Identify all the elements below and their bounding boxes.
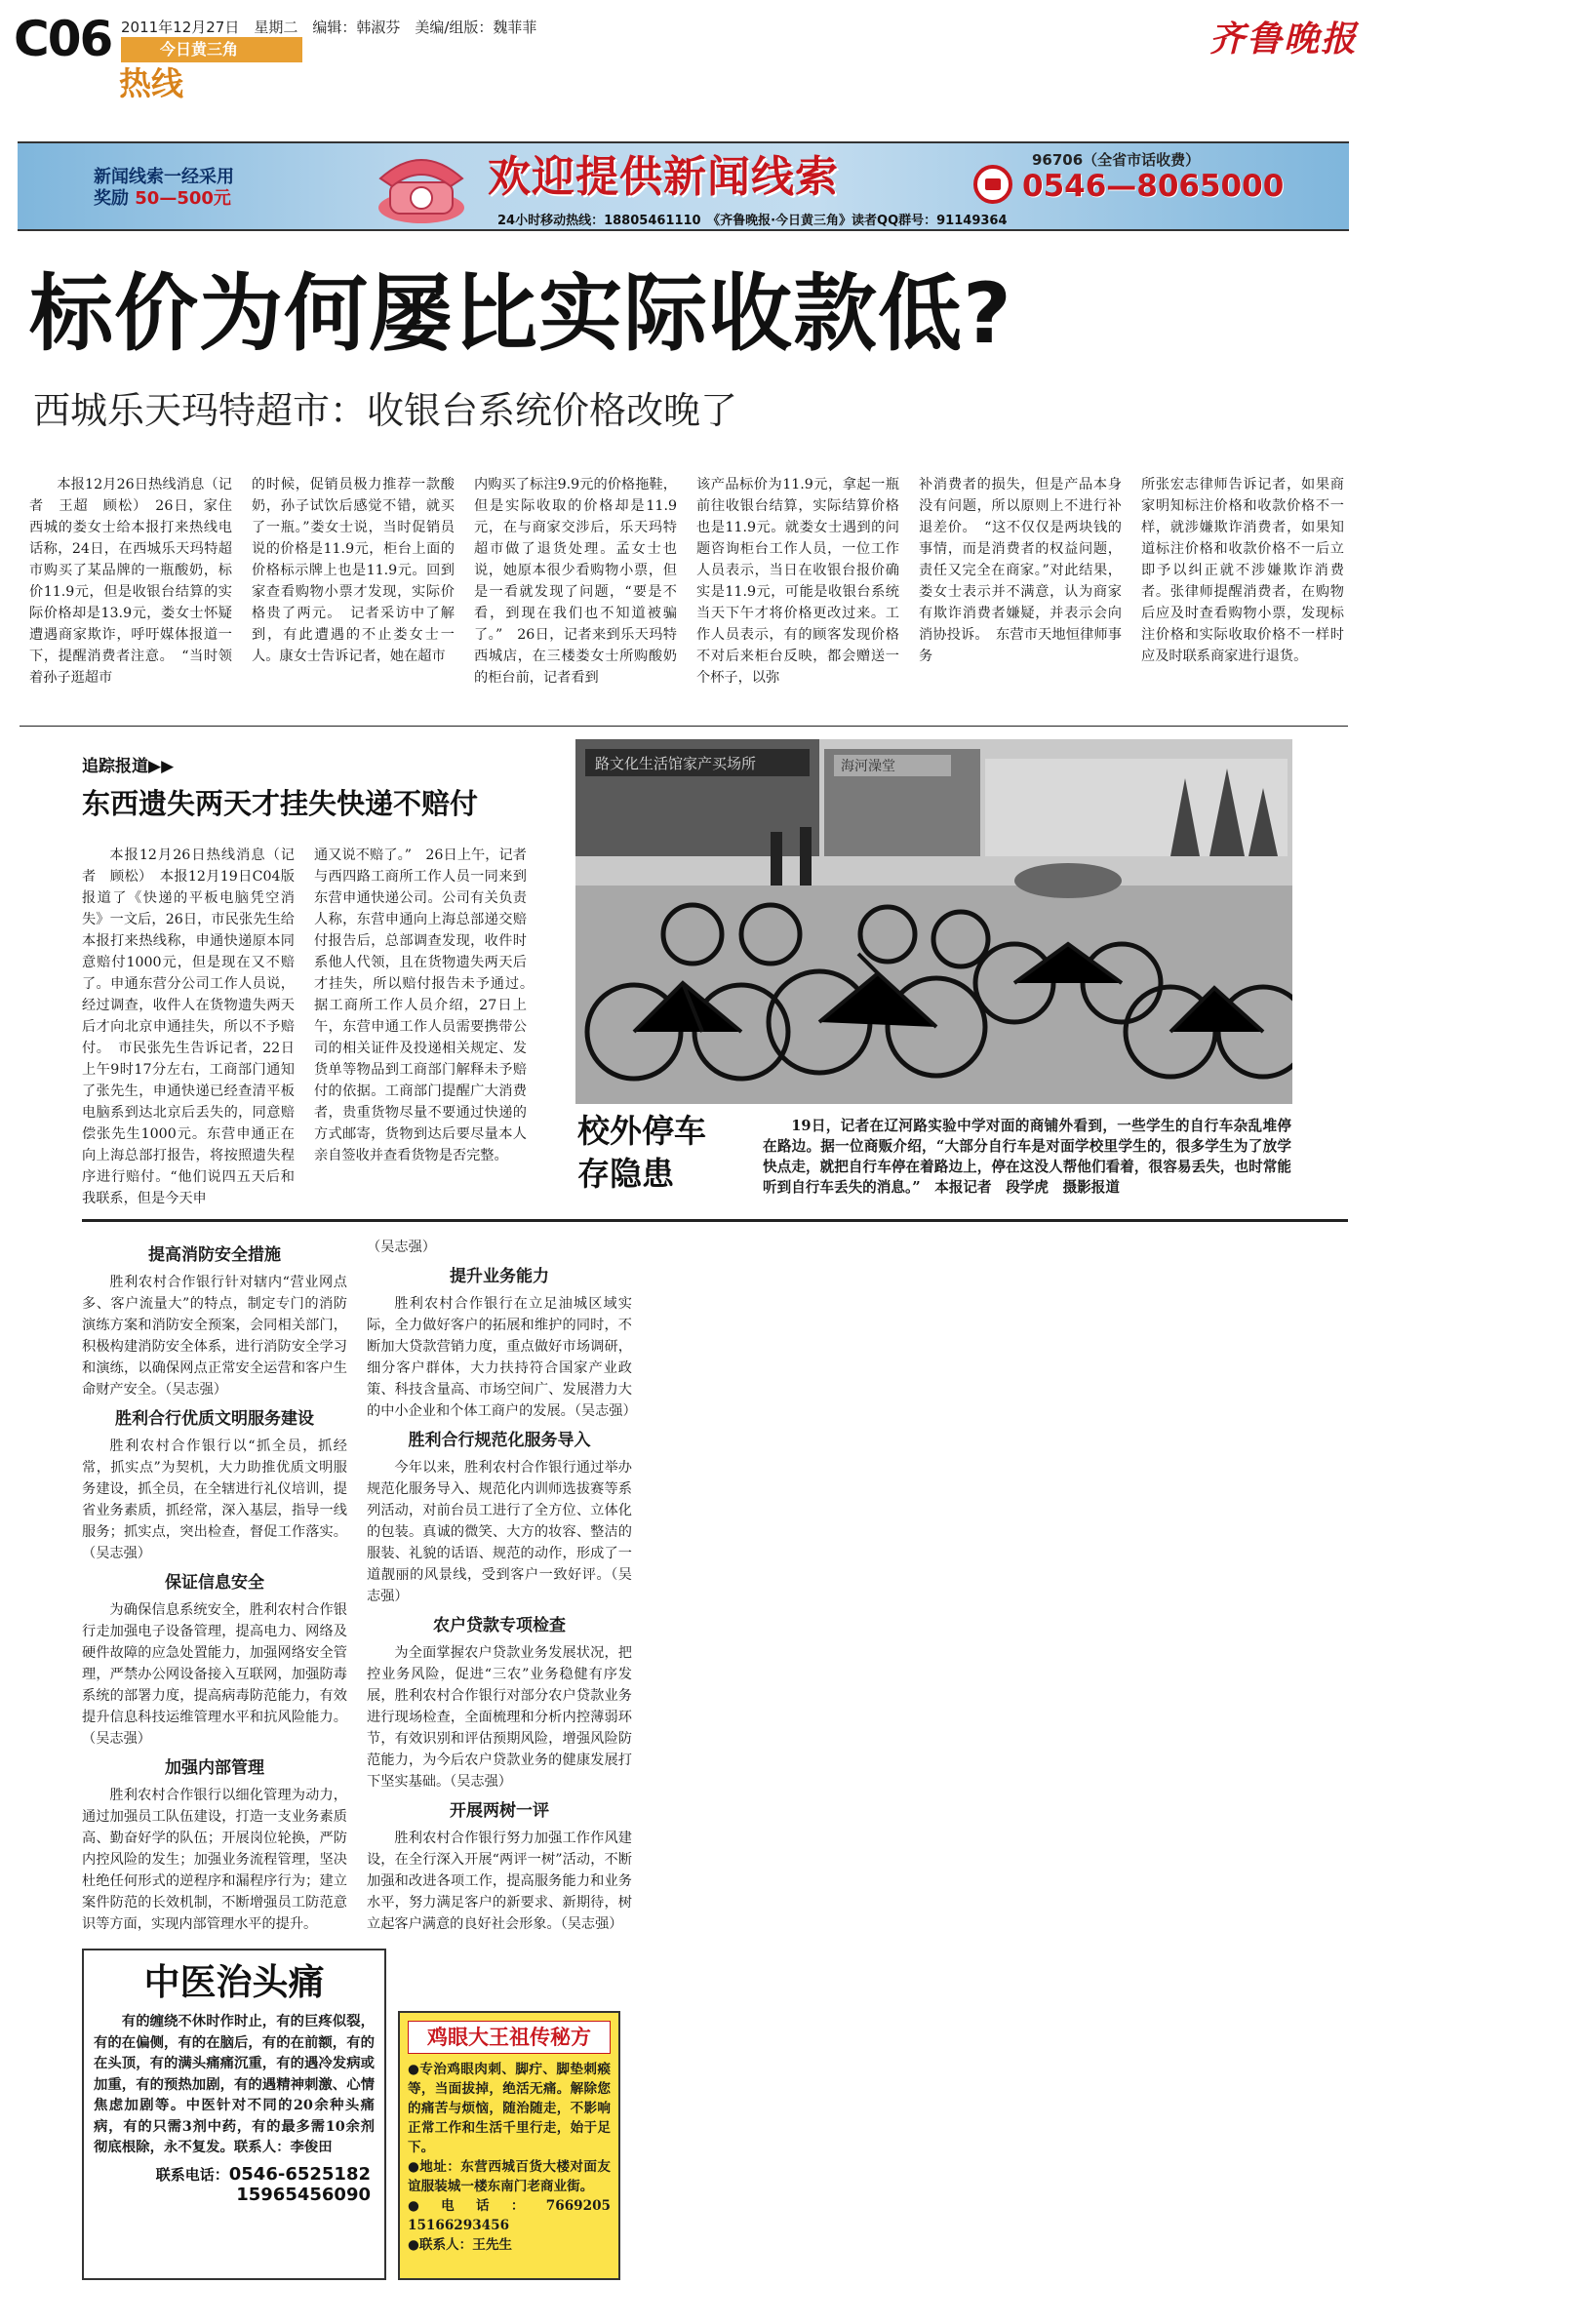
- main-col-1-text: 本报12月26日热线消息（记者 王超 顾松） 26日，家住西城的娄女士给本报打来热线电话称，24日，在西城乐天玛特超市购买了某品牌的一瓶酸奶，标价11.9元，但是收银台结算的实际价格却是13.9元，娄女士怀疑遭遇商家欺诈，呼吁媒体报道一下，提醒消费者注意。 “当时领着孙子逛超市: [29, 477, 232, 686]
- main-article-col-5: [919, 474, 1122, 667]
- tcm-headache-ad: [82, 1949, 386, 2280]
- ad2-line4: ●联系人：王先生: [408, 2237, 513, 2253]
- brief-text: 胜利农村合作银行以“抓全员，抓经常，抓实点”为契机，大力助推优质文明服务建设，抓全员，在全辖进行礼仪培训，提省业务素质，抓经常，深入基层，指导一线服务；抓实点，突出检查，督促工作落实。（吴志强）: [82, 1438, 347, 1561]
- brief-heading: 加强内部管理: [165, 1758, 264, 1778]
- banner-reward-line2: [94, 188, 234, 210]
- brief-text: 胜利农村合作银行针对辖内“营业网点多、客户流量大”的特点，制定专门的消防演练方案和消防安全预案，会同相关部门，积极构建消防安全体系，进行消防安全学习和演练，以确保网点正常安全运营和客户生命财产安全。（吴志强）: [82, 1275, 347, 1398]
- brief-text: 今年以来，胜利农村合作银行通过举办规范化服务导入、规范化内训师选拔赛等系列活动，对前台员工进行了全方位、立体化的包装。真诚的微笑、大方的妆容、整洁的服装、礼貌的话语、规范的动作，形成了一道靓丽的风景线，受到客户一致好评。（吴志强）: [367, 1460, 632, 1604]
- banner-hotline-note: 96706（全省市话收费）: [1032, 151, 1201, 169]
- header-meta: 2011年12月27日 星期二 编辑：韩淑芬 美编/组版：魏菲菲: [121, 19, 537, 36]
- main-article-col-3: [474, 474, 677, 689]
- brief-heading: 提高消防安全措施: [148, 1245, 281, 1265]
- section-title: 热线: [119, 64, 183, 102]
- banner-reward: [94, 167, 234, 210]
- ad2-line1: ●专治鸡眼肉刺、脚疔、脚垫刺瘊等，当面拔掉，绝活无痛。解除您的痛苦与烦恼，随治随走，不影响正常工作和生活千里行走，始于足下。: [408, 2062, 611, 2155]
- photo-story-title: [577, 1110, 706, 1196]
- main-col-3-text: 内购买了标注9.9元的价格拖鞋，但是实际收取的价格却是11.9元，在与商家交涉后，乐天玛特超市做了退货处理。孟女士也说，她原本很少看购物小票，但是一看就发现了问题，“要是不看，到现在我们也不知道被骗了。” 26日，记者来到乐天玛特西城店，在三楼娄女士所购酸奶的柜台前，记者看到: [474, 477, 677, 686]
- photo-caption-text: 19日，记者在辽河路实验中学对面的商铺外看到，一些学生的自行车杂乱堆停在路边。据一位商贩介绍，“大部分自行车是对面学校里学生的，很多学生为了放学快点走，就把自行车停在着路边上，停在这没人帮他们看着，很容易丢失，也时常能听到自行车丢失的消息。” 本报记者 段学虎 摄影报道: [763, 1118, 1291, 1196]
- brief-heading: 农户贷款专项检查: [433, 1616, 566, 1635]
- main-col-2-text: 的时候，促销员极力推荐一款酸奶，孙子试饮后感觉不错，就买了一瓶。”娄女士说，当时促销员说的价格是11.9元，柜台上面的价格标示牌上也是11.9元。回到家查看购物小票才发现，实际价格贵了两元。 记者采访中了解到，有此遭遇的不止娄女士一人。康女士告诉记者，她在超市: [252, 477, 455, 664]
- main-col-4-text: 该产品标价为11.9元，拿起一瓶前往收银台结算，实际结算价格也是11.9元。就娄女士遇到的问题咨询柜台工作人员，一位工作人员表示，当日在收银台报价确实是11.9元，可能是收银台系统当天下午才将价格更改过来。工作人员表示，有的顾客发现价格不对后来柜台反映，都会赠送一个杯子，以弥: [696, 477, 899, 686]
- ad2-title: 鸡眼大王祖传秘方: [408, 2021, 611, 2054]
- divider: [20, 726, 1348, 727]
- brief-text: 为全面掌握农户贷款业务发展状况，把控业务风险，促进“三农”业务稳健有序发展，胜利农村合作银行对部分农户贷款业务进行现场检查，全面梳理和分析内控薄弱环节，有效识别和评估预期风险，增强风险防范能力，为今后农户贷款业务的健康发展打下坚实基础。（吴志强）: [367, 1645, 632, 1790]
- main-article-col-4: [696, 474, 899, 689]
- brief-text: 胜利农村合作银行努力加强工作作风建设，在全行深入开展“两评一树”活动，不断加强和改进各项工作，提高服务能力和业务水平，努力满足客户的新要求、新期待，树立起客户满意的良好社会形象。（吴志强）: [367, 1831, 632, 1932]
- banner-reward-prefix: 奖励: [94, 188, 129, 209]
- photo-title-line2: 存隐患: [577, 1155, 674, 1193]
- ad-contact: [94, 2164, 375, 2205]
- bank-briefs-right: [367, 1237, 637, 1935]
- corn-remedy-ad: [398, 2011, 624, 2280]
- banner-title: 欢迎提供新闻线索: [488, 152, 839, 202]
- followup-col-1: [82, 845, 295, 1209]
- main-headline: 标价为何屡比实际收款低?: [29, 265, 1012, 363]
- page-number: C06: [14, 11, 112, 67]
- bicycles-photo: [575, 739, 1292, 1104]
- banner-bottom-line: 24小时移动热线：18805461110 《齐鲁晚报·今日黄三角》读者QQ群号：91149364: [497, 214, 1008, 228]
- shop-sign-text: 路文化生活馆家产买场所: [595, 755, 757, 772]
- ad2-line3: ●电话：7669205 15166293456: [408, 2198, 624, 2233]
- ad-title: 中医治头痛: [143, 1961, 325, 2003]
- brief-text: 胜利农村合作银行以细化管理为动力，通过加强员工队伍建设，打造一支业务素质高、勤奋好学的队伍；开展岗位轮换，严防内控风险的发生；加强业务流程管理，坚决杜绝任何形式的逆程序和漏程序行为；建立案件防范的长效机制，不断增强员工防范意识等方面，实现内部管理水平的提升。: [82, 1788, 347, 1932]
- main-col-5-text: 补消费者的损失，但是产品本身没有问题，所以原则上不进行补退差价。 “这不仅仅是两块钱的事情，而是消费者的权益问题，责任又完全在商家。”对此结果，娄女士表示并不满意，认为商家有欺诈消费者嫌疑，并表示会向消协投诉。 东营市天地恒律师事务: [919, 477, 1122, 664]
- main-article-col-6: [1141, 474, 1344, 667]
- brief-heading: 胜利合行规范化服务导入: [408, 1431, 591, 1450]
- followup-kicker: 追踪报道▶▶: [82, 757, 175, 776]
- masthead-logo: 齐鲁晚报: [1209, 19, 1359, 59]
- divider: [82, 1219, 1348, 1222]
- ad-body: 有的缠绕不休时作时止，有的巨疼似裂，有的在偏侧，有的在脑后，有的在前额，有的在头顶，有的满头痛痛沉重，有的遇冷发病或加重，有的预热加剧，有的遇精神刺激、心情焦虑加剧等。中医针对不同的20余种头痛病，有的只需3剂中药，有的最多需10余剂彻底根除，永不复发。联系人：李俊田: [94, 2013, 375, 2155]
- followup-col-2: [314, 845, 541, 1166]
- telephone-icon: [371, 149, 472, 227]
- section-tag: [121, 37, 302, 62]
- followup-col-2-text: 通又说不赔了。” 26日上午，记者与西四路工商所工作人员一同来到东营申通快递公司。公司有关负责人称，东营申通向上海总部递交赔付报告后，总部调查发现，收件时系他人代领，且在货物遗失两天后才挂失，所以赔付报告未予通过。 据工商所工作人员介绍，27日上午，东营申通工作人员需要携带公司的相关证件及投递相关规定、发货单等物品到工商部门解释未予赔付的依据。工商部门提醒广大消费者，贵重货物尽量不要通过快递的方式邮寄，货物到达后要尽量本人亲自签收并查看货物是否完整。: [314, 847, 541, 1163]
- main-article-col-1: [29, 474, 232, 689]
- main-col-6-text: 所张宏志律师告诉记者，如果商家明知标注价格和收款价格不一样，就涉嫌欺诈消费者，如果知道标注价格和收款价格不一后立即予以纠正就不涉嫌欺诈消费者。张律师提醒消费者，在购物后应及时查看购物小票，发现标注价格和实际收取价格不一样时应及时联系商家进行退货。: [1141, 477, 1344, 664]
- section-tag-label: 今日黄三角: [160, 40, 239, 59]
- news-tip-banner: [18, 141, 1349, 231]
- banner-reward-line1: 新闻线索一经采用: [94, 167, 234, 187]
- banner-phone: 0546—8065000: [1022, 169, 1285, 204]
- brief-heading: 开展两树一评: [450, 1801, 549, 1821]
- bank-briefs-left: [82, 1237, 347, 1935]
- phone-circle-icon: [973, 165, 1012, 204]
- followup-title: 东西遗失两天才挂失快递不赔付: [82, 787, 479, 820]
- photo-title-line1: 校外停车: [577, 1112, 706, 1150]
- brief-heading: 保证信息安全: [165, 1573, 264, 1593]
- brief-text: （吴志强）: [367, 1240, 436, 1255]
- followup-col-1-text: 本报12月26日热线消息（记者 顾松） 本报12月19日C04版报道了《快递的平板电脑凭空消失》一文后，26日，市民张先生给本报打来热线称，申通快递原本同意赔付1000元，但是现在又不赔了。申通东营分公司工作人员说，经过调查，收件人在货物遗失两天后才向北京申通挂失，所以不予赔付。 市民张先生告诉记者，22日上午9时17分左右，工商部门通知了张先生，申通快递已经查清平板电脑系到达北京后丢失的，同意赔偿张先生1000元。东营申通正在向上海总部打报告，将按照遗失程序进行赔付。“他们说四五天后和我联系，但是今天申: [82, 847, 295, 1206]
- brief-text: 为确保信息系统安全，胜利农村合作银行走加强电子设备管理，提高电力、网络及硬件故障的应急处置能力，加强网络安全管理，严禁办公网设备接入互联网，加强防毒系统的部署力度，提高病毒防范能力，有效提升信息科技运维管理水平和抗风险能力。（吴志强）: [82, 1602, 347, 1747]
- banner-reward-amount: 50—500元: [135, 188, 231, 209]
- brief-text: 胜利农村合作银行在立足油城区域实际，全力做好客户的拓展和维护的同时，不断加大贷款营销力度，重点做好市场调研，细分客户群体，大力扶持符合国家产业政策、科技含量高、市场空间广、发展潜力大的中小企业和个体工商户的发展。（吴志强）: [367, 1296, 637, 1419]
- ad-phone-label: 联系电话：: [155, 2165, 229, 2184]
- main-article-col-2: [252, 474, 455, 667]
- photo-caption: [763, 1116, 1291, 1198]
- brief-heading: 提升业务能力: [450, 1267, 549, 1286]
- ad-phone-2: 15965456090: [236, 2184, 371, 2205]
- bath-sign-text: 海河澡堂: [841, 759, 895, 774]
- brief-heading: 胜利合行优质文明服务建设: [115, 1409, 314, 1429]
- ad2-line2: ●地址：东营西城百货大楼对面友谊服装城一楼东南门老商业街。: [408, 2159, 611, 2194]
- main-subhead: 西城乐天玛特超市：收银台系统价格改晚了: [33, 389, 738, 432]
- ad-phone-1: 0546-6525182: [228, 2163, 371, 2185]
